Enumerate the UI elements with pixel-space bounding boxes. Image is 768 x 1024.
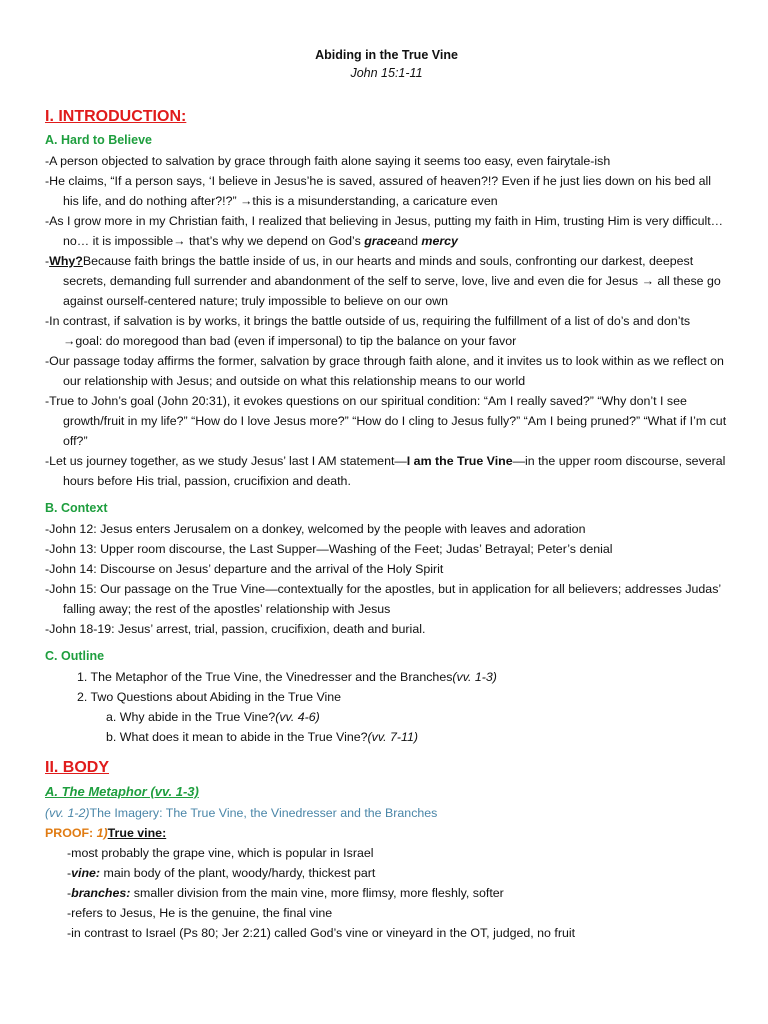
context-item-4: -John 15: Our passage on the True Vine—contextually for the apostles, but in application for all believers; addresses Judas’ falling away; the rest of the apostles’ relationship with Jesus [45, 582, 721, 616]
and-word: and [397, 234, 422, 248]
vine-term: vine: [71, 866, 101, 880]
imagery-verses: (vv. 1-2) [45, 806, 90, 820]
why-dash: - [45, 254, 50, 268]
proof-title: True vine: [107, 826, 167, 840]
i-am-statement: I am the True Vine [406, 454, 513, 468]
context-item-5: -John 18-19: Jesus’ arrest, trial, passion, crucifixion, death and burial. [45, 622, 426, 636]
mercy-word: mercy [421, 234, 458, 248]
context-item-2: -John 13: Upper room discourse, the Last Supper—Washing of the Feet; Judas’ Betrayal; Peter’s denial [45, 542, 613, 556]
intro-paragraph-3 [45, 211, 728, 251]
outline-item-2: 2. Two Questions about Abiding in the True Vine [77, 690, 342, 704]
intro-paragraph-4 [45, 251, 728, 311]
intro-paragraph-8 [45, 451, 728, 491]
intro-paragraph-4-text: Because faith brings the battle inside of us, in our hearts and minds and souls, confronting our darkest, deepest secrets, demanding full surrender and abandonment of the self to serve, love, live and even die for Jesus → all these go against ourself-centered nature; truly impossible to believe on our own [63, 254, 721, 308]
vine-bullet-1: -most probably the grape vine, which is popular in Israel [67, 846, 374, 860]
intro-paragraph-1: -A person objected to salvation by grace through faith alone saying it seems too easy, even fairytale-ish [45, 154, 611, 168]
outline-item-2a-verses: (vv. 4-6) [275, 710, 320, 724]
outline-item-2b-verses: (vv. 7-11) [367, 730, 419, 744]
proof-label [45, 826, 108, 840]
vine-bullet-3-text: smaller division from the main vine, more flimsy, more fleshly, softer [130, 886, 504, 900]
document-subtitle: John 15:1-11 [350, 66, 423, 80]
vine-bullet-3 [45, 883, 728, 903]
proof-line [45, 823, 728, 843]
proof-label-text: PROOF: [45, 826, 97, 840]
imagery-line [45, 803, 728, 823]
vine-bullet-3-dash: - [67, 886, 72, 900]
intro-paragraph-7: -True to John’s goal (John 20:31), it evokes questions on our spiritual condition: “Am I really saved?” “Why don’t I see growth/fruit in my life?” “How do I love Jesus more?” “How do I cling to Jesus fully?” “Am I being pruned?” “What if I’m cut off?” [45, 394, 727, 448]
body-heading: II. BODY [45, 759, 110, 776]
outline-item-1-verses: (vv. 1-3) [452, 670, 497, 684]
section-b-heading: B. Context [45, 501, 108, 515]
vine-bullet-2-text: main body of the plant, woody/hardy, thickest part [100, 866, 376, 880]
outline-item-2b [45, 727, 728, 747]
vine-bullet-2-dash: - [67, 866, 72, 880]
section-c-heading: C. Outline [45, 649, 105, 663]
intro-paragraph-3-text: -As I grow more in my Christian faith, I realized that believing in Jesus, putting my faith in Him, trusting Him is very difficult… no… it is impossible→ that’s why we depend on God’s [45, 214, 724, 248]
context-item-1: -John 12: Jesus enters Jerusalem on a donkey, welcomed by the people with leaves and adoration [45, 522, 586, 536]
grace-word: grace [364, 234, 398, 248]
section-a-heading: A. Hard to Believe [45, 133, 152, 147]
vine-bullet-5: -in contrast to Israel (Ps 80; Jer 2:21) called God’s vine or vineyard in the OT, judged, no fruit [67, 926, 576, 940]
outline-item-1 [45, 667, 728, 687]
outline-item-2a-text: a. Why abide in the True Vine? [106, 710, 276, 724]
outline-item-2b-text: b. What does it mean to abide in the True Vine? [106, 730, 368, 744]
document-title: Abiding in the True Vine [315, 48, 458, 62]
intro-paragraph-2: -He claims, “If a person says, ‘I believe in Jesus’he is saved, assured of heaven?!? Even if he just lies down on his bed all his life, and do nothing after?!?” →this is a misunderstanding, a caricature even [45, 174, 712, 208]
intro-paragraph-8-start: -Let us journey together, as we study Jesus’ last I AM statement— [45, 454, 407, 468]
outline-item-1-text: 1. The Metaphor of the True Vine, the Vinedresser and the Branches [77, 670, 453, 684]
metaphor-heading: A. The Metaphor (vv. 1-3) [45, 784, 199, 799]
intro-paragraph-6: -Our passage today affirms the former, salvation by grace through faith alone, and it invites us to look within as we reflect on our relationship with Jesus; and outside on what this relationship means to our world [45, 354, 724, 388]
context-item-3: -John 14: Discourse on Jesus’ departure and the arrival of the Holy Spirit [45, 562, 444, 576]
outline-item-2a [45, 707, 728, 727]
imagery-text: The Imagery: The True Vine, the Vinedresser and the Branches [89, 806, 438, 820]
intro-paragraph-5: -In contrast, if salvation is by works, it brings the battle outside of us, requiring the fulfillment of a list of do’s and don’ts →goal: do moregood than bad (even if impersonal) to tip the balance on your favor [45, 314, 691, 348]
intro-paragraph-8-end: —in the upper room discourse, several hours before His trial, passion, crucifixion and death. [63, 454, 726, 488]
why-word: Why? [49, 254, 83, 268]
vine-bullet-2 [45, 863, 728, 883]
proof-number: 1) [96, 826, 108, 840]
intro-heading: I. INTRODUCTION: [45, 108, 187, 125]
vine-bullet-4: -refers to Jesus, He is the genuine, the final vine [67, 906, 333, 920]
branches-term: branches: [71, 886, 131, 900]
